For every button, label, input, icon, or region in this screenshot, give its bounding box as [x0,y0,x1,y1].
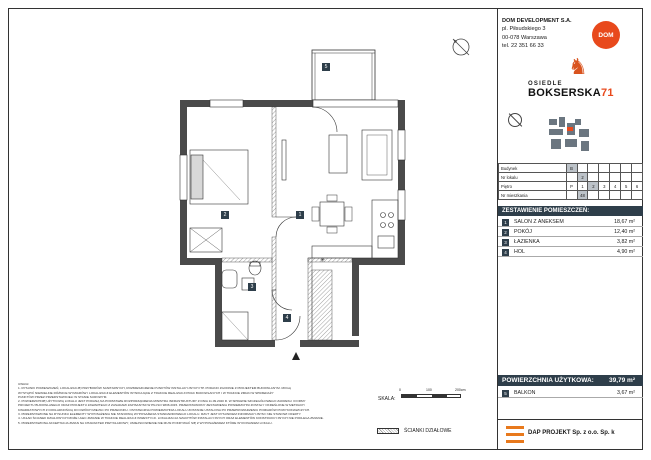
north-compass [453,39,469,55]
room-row [498,228,643,237]
room-number: 2 [502,229,509,236]
designer-footer [498,419,643,450]
note-line: 5. PRZEDSTAWIONA AKCEPTACJA ZMIAN NA CHARAKTER PRZYKŁADOWY, UMIEJSCOWIENIE NIE MUSI POKRYWAĆ SIĘ Z WYPOSAŻENIEM KTÓRE WYKONANIEM LOKALU. [18,420,273,425]
floor-1: 1 [577,182,588,191]
company-phone: tel. 22 351 66 33 [502,42,544,49]
dap-logo-icon [506,426,524,444]
info-row-apartment [499,191,643,200]
designer-name: DAP PROJEKT Sp. z o.o. Sp. k [528,430,615,436]
balcony-row [498,389,643,398]
room-row [498,248,643,257]
brand-number: 71 [601,87,614,99]
rooms-heading: ZESTAWIENIE POMIESZCZEŃ: [498,206,643,216]
scale-label: SKALA: [378,396,396,402]
floor-4: 4 [610,182,621,191]
total-value: 39,79 m² [608,377,635,384]
sofa [362,130,392,180]
room-area: 18,67 m² [614,219,635,225]
key-plan-compass-icon [508,113,522,127]
dining-table [320,202,344,226]
brand-line2 [528,87,628,99]
scale-bar [401,394,461,398]
note-line: WYSTĄPIĆ NIEWIELKIE RÓŻNICE WYMIARÓW I LOKALIZACJI ELEMENTÓW WYNIKAJĄCE Z TRAKCIE REALIZACJI PRAC BUDOWLANYCH I W TRAKCIE ZMIAN W SPRZEDAŻY [18,390,274,395]
room-tag-3: 3 [248,283,256,291]
room-tag-2: 2 [221,211,229,219]
info-label: Budynek [499,164,567,173]
bathroom-fixtures [222,261,261,340]
horse-icon: ♞ [568,54,588,79]
info-label: Nr lokalu [499,173,567,182]
note-line: 2. POWIERZCHNIĘ UŻYTKOWĄ LOKALU JEST PODANĄ NA PODSTAWIE ROZPORZĄDZENIA MINISTRA INFRASTRUKTURY Z DNIA 11.09.2020 R. W SPRAWIE SZCZEGÓŁOWEGO ZAKRESU I FORMY [18,399,306,404]
hall-wardrobe [312,270,332,340]
notes-block [18,382,358,425]
info-row-unit [499,173,643,182]
kitchen-counter [312,200,398,258]
room-name: HOL [514,249,525,255]
total-label: POWIERZCHNIA UŻYTKOWA: [502,377,594,384]
balcony-name: BALKON [514,390,536,396]
room-name: POKÓJ [514,229,532,235]
info-value: 2 [577,173,588,182]
note-line: PUNKTÓW PRZEZ PRZEDSTAWICIELI W STANIE SUROWYM. [18,394,108,399]
balcony-number: 5 [502,390,509,397]
info-value: 48 [577,191,588,200]
notes-heading: UWAGI: [18,382,30,386]
balcony-area: 3,67 m² [617,390,635,396]
room-name: ŁAZIENKA [514,239,540,245]
info-value: B [566,164,577,173]
room-tag-4: 4 [283,314,291,322]
dom-logo: DOM [592,21,620,49]
room-row [498,218,643,227]
legend-label: ŚCIANKI DZIAŁOWE [404,428,452,434]
key-plan-map [545,115,593,155]
company-name: DOM DEVELOPMENT S.A. [502,18,572,24]
info-row-floor [499,182,643,191]
partition-walls [222,107,352,340]
room-name: SALON Z ANEKSEM [514,219,564,225]
scale-tick-0: 0 [399,388,401,392]
bed [190,150,248,204]
brand-name: BOKSERSKA [528,87,601,99]
windows [180,100,405,220]
room-number: 3 [502,239,509,246]
room-number: 1 [502,219,509,226]
company-street: pl. Piłsudskiego 3 [502,26,546,33]
brand-line1: OSIEDLE [528,81,563,87]
room-tag-5: 5 [322,63,330,71]
scale-tick-100: 100 [426,388,432,392]
load-bearing-walls [180,100,405,347]
company-city: 00-078 Warszawa [502,34,547,41]
floor-p: P [566,182,577,191]
room-area: 4,90 m² [617,249,635,255]
coffee-table [329,135,347,173]
room-row [498,238,643,247]
note-line: PROJEKTU BUDOWLANEGO ORAZ PROJEKTU ZAWARTEGO Z ZASADAMI ZAPISANYMI W PN-ISO 9836:2015. PRZEDSTAWIONY ZESTAWIENIA POWIERZCHNI ZOSTAŁY OKREŚLONE W METRACH [18,403,305,408]
room-area: 12,40 m² [614,229,635,235]
shelf [282,140,286,180]
room-tag-1: 1 [296,211,304,219]
floor-5: 5 [621,182,632,191]
note-line: 3. PRZEDSTAWIONE NA RYSUNKU ELEMENTY WYPOSAŻENIA NIE STANOWIĄ WYPOSAŻENIA STANDARDOWEGO LOKALU. RZUT JEST RYSUNKIEM INFORMACYJNYM I NIE STANOWI OFERTY. [18,412,302,417]
balcony-outline [312,50,375,100]
info-label: Piętro [499,182,567,191]
scale-tick-200: 200cm [455,388,466,392]
floor-6: 6 [632,182,643,191]
entrance-arrow [292,352,300,360]
building-info-table [498,163,643,200]
info-row-building [499,164,643,173]
floor-2: 2 [588,182,599,191]
note-line: KWADRATOWYCH Z DOKŁADNOŚCIĄ DO DWÓCH MIEJSC PO PRZECINKU. OSTATECZNA POWIERZCHNIA LOKALU ZOSTANIE USTALONA PO PRZEPROWADZENIU POMIARÓW POWYKONAWCZYCH. [18,407,311,412]
note-line: 1. RYSUNKI POMIESZCZEŃ, LOKALIZACJĘ PRZYBORÓW SANITARNYCH, ROZMIESZCZENIE PUNKTÓW INSTALACYJNYCH ITP. PODANO ZGODNIE Z PROJEKTEM BUDOWLANYM. MOGĄ [18,386,291,391]
legend-swatch [377,428,399,434]
room-area: 3,82 m² [617,239,635,245]
total-area-bar [498,375,643,386]
room-number: 4 [502,249,509,256]
floor-3: 3 [599,182,610,191]
info-label: Nr mieszkania [499,191,567,200]
note-line: 4. UKŁAD ŚCIANEK DZIAŁOWYCH MOŻE ULEC ZMIANIE W TRAKCIE REALIZACJI INWESTYCJI. LOKALIZACJA SZACHTÓW INSTALACYJNYCH ORAZ ELEMENTÓW KONSTRUKCYJNYCH NIE PODLEGA ZMIANIE. [18,416,324,421]
brand-logo [528,55,628,99]
svg-text:✳: ✳ [320,257,326,264]
